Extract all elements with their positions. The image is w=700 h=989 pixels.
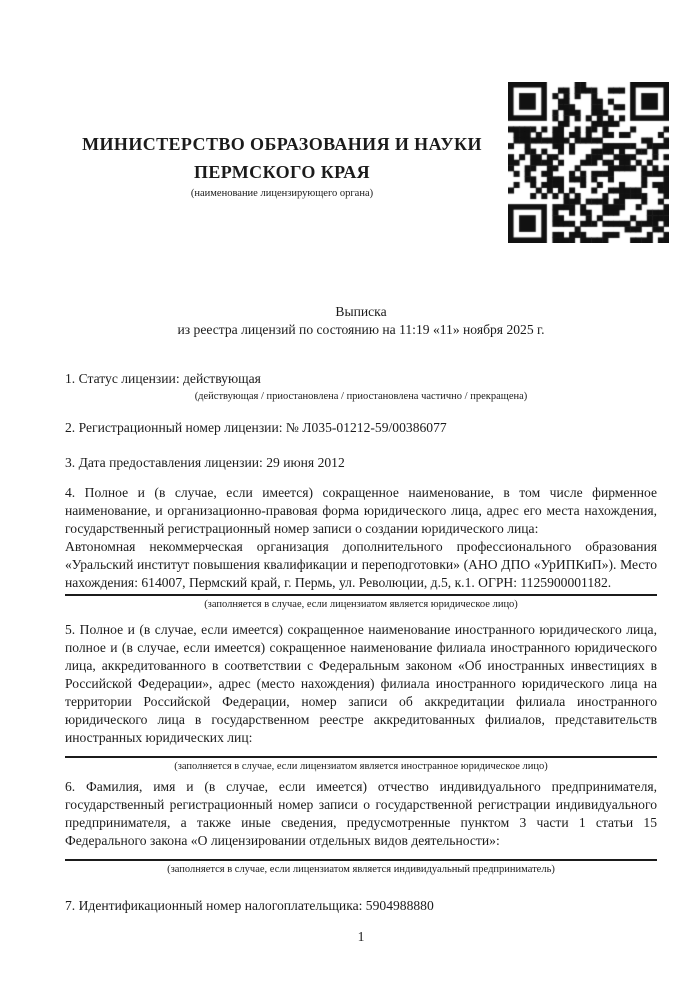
ministry-name-line2: ПЕРМСКОГО КРАЯ <box>193 162 371 182</box>
individual-entrepreneur-label: 6. Фамилия, имя и (в случае, если имеется) отчество индивидуального предпринимателя, государственный регистрационный номер записи о государственной регистрации индивидуального предпринимателя, а также иные сведения, предусмотренные пунктом 3 части 1 статьи 15 Федерального закона «О лицензировании отдельных видов деятельности»: <box>65 779 657 848</box>
item-registration-number <box>65 419 657 437</box>
item-taxpayer-number <box>65 897 657 915</box>
item-individual-entrepreneur <box>65 778 657 876</box>
fill-in-rule <box>65 859 657 861</box>
item-license-status <box>65 370 657 403</box>
document-title <box>65 303 657 339</box>
document-title-line1: Выписка <box>335 304 387 319</box>
fill-in-rule <box>65 594 657 596</box>
foreign-entity-label: 5. Полное и (в случае, если имеется) сокращенное наименование иностранного юридического лица, полное и (в случае, если имеется) сокращенное наименование филиала иностранного юридического лица, аккредитованного в соответствии с Федеральным законом «Об иностранных инвестициях в Российской Федерации», адрес (место нахождения) филиала иностранного юридического лица на территории Российской Федерации, номер записи об аккредитации филиала иностранного юридического лица в государственном реестре аккредитованных филиалов, представительств иностранных юридических лиц: <box>65 622 657 745</box>
license-status-caption: (действующая / приостановлена / приостановлена частично / прекращена) <box>194 391 528 402</box>
license-status-text: 1. Статус лицензии: действующая <box>65 371 261 386</box>
legal-entity-label: 4. Полное и (в случае, если имеется) сокращенное наименование, в том числе фирменное наименование, и организационно-правовая форма юридического лица, адрес его места нахождения, государственный регистрационный номер записи о создании юридического лица: <box>65 485 657 536</box>
item-foreign-entity <box>65 621 657 773</box>
registration-number-text: 2. Регистрационный номер лицензии: № Л035-01212-59/00386077 <box>65 420 447 435</box>
ministry-caption: (наименование лицензирующего органа) <box>190 188 374 199</box>
ministry-name-line1: МИНИСТЕРСТВО ОБРАЗОВАНИЯ И НАУКИ <box>82 134 482 154</box>
taxpayer-number-text: 7. Идентификационный номер налогоплательщика: 5904988880 <box>65 898 434 913</box>
fill-in-rule <box>65 756 657 758</box>
ministry-header <box>57 130 507 201</box>
legal-entity-value: Автономная некоммерческая организация дополнительного профессионального образования «Уральский институт повышения квалификации и переподготовки» (АНО ДПО «УрИПКиП»). Место нахождения: 614007, Пермский край, г. Пермь, ул. Революции, д.5, к.1. ОГРН: 1125900001182. <box>65 539 657 590</box>
item-license-date <box>65 454 657 472</box>
license-date-text: 3. Дата предоставления лицензии: 29 июня 2012 <box>65 455 345 470</box>
page-number: 1 <box>357 929 365 944</box>
document-title-line2: из реестра лицензий по состоянию на 11:19 «11» ноября 2025 г. <box>177 322 545 337</box>
legal-entity-caption: (заполняется в случае, если лицензиатом является юридическое лицо) <box>204 599 518 610</box>
foreign-entity-caption: (заполняется в случае, если лицензиатом является иностранное юридическое лицо) <box>174 761 548 772</box>
item-legal-entity <box>65 484 657 611</box>
qr-code-icon <box>508 82 669 243</box>
individual-entrepreneur-caption: (заполняется в случае, если лицензиатом является индивидуальный предприниматель) <box>167 864 555 875</box>
